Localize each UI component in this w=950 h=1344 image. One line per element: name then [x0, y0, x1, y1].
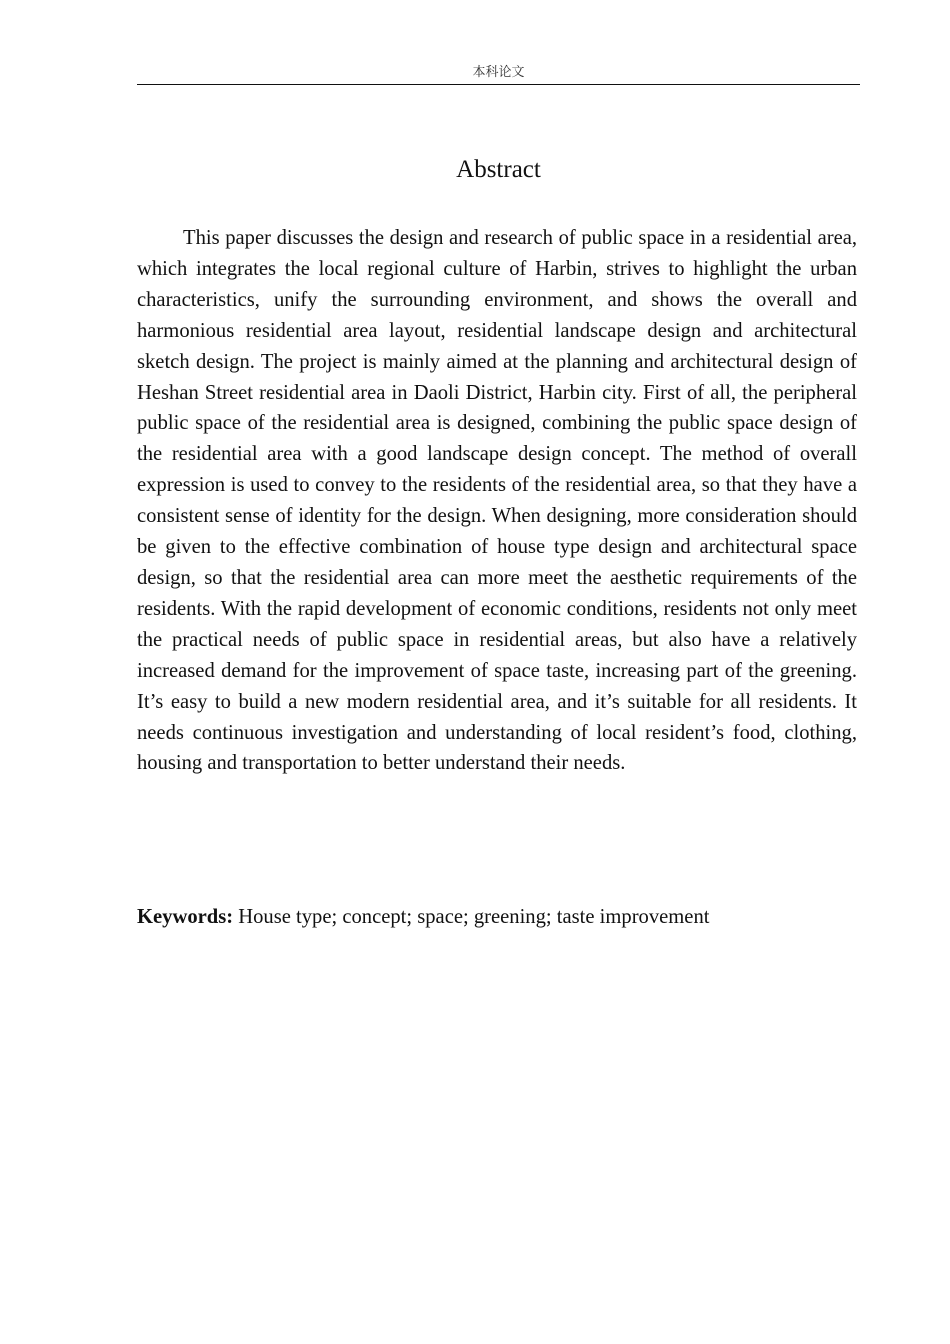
header-rule — [137, 84, 860, 85]
keywords-label: Keywords: — [137, 906, 234, 928]
running-header: 本科论文 — [472, 65, 525, 80]
keywords-line — [137, 902, 860, 932]
keywords-text: House type; concept; space; greening; taste improvement — [238, 906, 710, 928]
abstract-title: Abstract — [456, 156, 541, 183]
abstract-body: This paper discusses the design and research of public space in a residential area, which integrates the local regional culture of Harbin, strives to highlight the urban characteristics, unify the surrounding environment, and shows the overall and harmonious residential area layout, residential landscape design and architectural sketch design. The project is mainly aimed at the planning and architectural design of Heshan Street residential area in Daoli District, Harbin city. First of all, the peripheral public space of the residential area is designed, combining the public space design of the residential area with a good landscape design concept. The method of overall expression is used to convey to the residents of the residential area, so that they have a consistent sense of identity for the design. When designing, more consideration should be given to the effective combination of house type design and architectural space design, so that the residential area can more meet the aesthetic requirements of the residents. With the rapid development of economic conditions, residents not only meet the practical needs of public space in residential areas, but also have a relatively increased demand for the improvement of space taste, increasing part of the greening. It’s easy to build a new modern residential area, and it’s suitable for all residents. It needs continuous investigation and understanding of local resident’s food, clothing, housing and transportation to better understand their needs. — [137, 227, 857, 775]
